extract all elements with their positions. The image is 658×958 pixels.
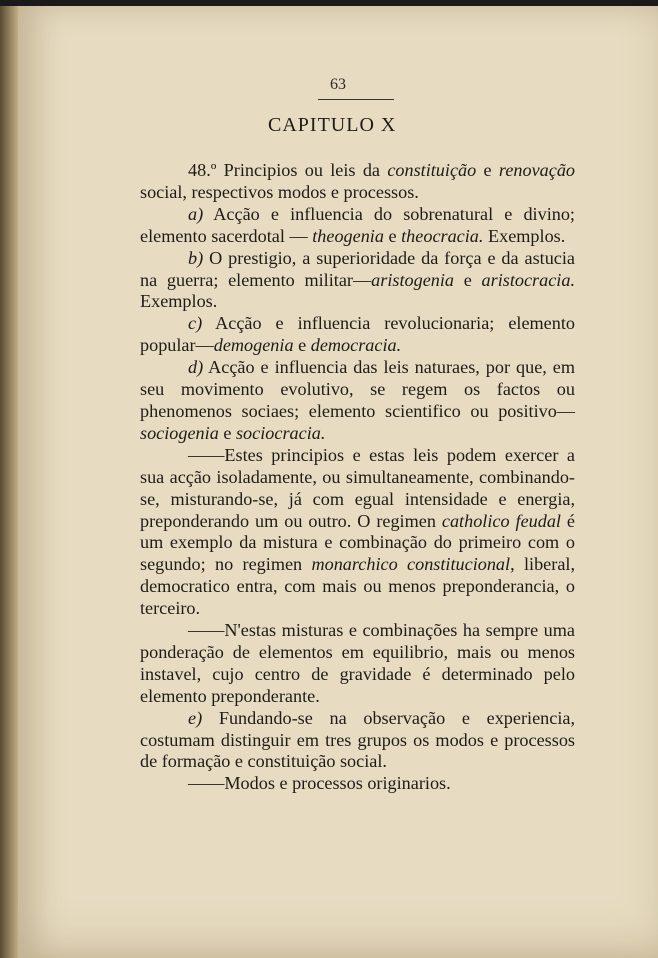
chapter-heading: CAPITULO X — [268, 114, 397, 136]
italic-run: democracia. — [310, 335, 402, 356]
text-run: ——Modos e processos originarios. — [188, 773, 451, 794]
book-page — [18, 6, 658, 958]
italic-run: renovação — [498, 160, 576, 180]
paragraph-a — [140, 204, 575, 248]
paragraph-mixtures — [140, 620, 575, 708]
text-run: Acção e influencia das leis naturaes, por que, em seu movimento evolutivo, se regem os factos ou phenomenos sociaes; elemento scientifico ou positivo— — [140, 357, 575, 421]
text-run: ——Estes principios e estas leis podem exercer a sua acção isoladamente, ou simultaneamente, combinando-se, misturando-se, já com egual intensidade e energia, preponderando um ou outro. O regimen — [140, 444, 575, 531]
text-run: social, respectivos modos e processos. — [140, 181, 419, 202]
text-run: e — [383, 225, 402, 246]
text-run: Fundando-se na observação e experiencia, costumam distinguir em tres grupos os modos e processos de formação e constituição social. — [140, 707, 575, 772]
italic-run: a) — [188, 203, 204, 224]
text-run: ——N'estas misturas e combinações ha sempre uma ponderação de elementos em equilibrio, mais ou menos instavel, cujo centro de gravidade é determinado pelo elemento preponderante. — [140, 620, 575, 706]
italic-run: b) — [188, 247, 204, 268]
paragraph-48 — [140, 160, 575, 204]
italic-run: sociogenia — [140, 422, 219, 443]
paragraph-d — [140, 357, 575, 445]
text-run: Acção e influencia revolucionaria; elemento popular— — [140, 313, 575, 356]
italic-run: c) — [188, 313, 203, 334]
italic-run: demogenia — [213, 335, 294, 356]
italic-run: e) — [188, 707, 203, 728]
text-run: , liberal, democratico entra, com mais ou menos preponderancia, o terceiro. — [140, 554, 575, 619]
paragraph-modes — [140, 773, 575, 795]
italic-run: d) — [188, 357, 204, 378]
text-run: e — [218, 422, 236, 443]
text-run: é um exemplo da mistura e combinação do primeiro com o segundo; no regimen — [140, 510, 576, 575]
italic-run: constituição — [387, 160, 477, 180]
italic-run: monarchico constitucional — [311, 554, 511, 575]
text-run: O prestigio, a superioridade da força e da astucia na guerra; elemento militar— — [140, 247, 575, 290]
body-text — [140, 160, 575, 795]
page-number: 63 — [330, 76, 346, 93]
text-run: e — [293, 335, 311, 356]
text-run: e — [476, 160, 499, 180]
italic-run: aristocracia. — [481, 269, 575, 290]
header-rule — [318, 99, 394, 100]
italic-run: theocracia. — [401, 225, 484, 246]
text-run: 48.º Principios ou leis da — [188, 160, 388, 180]
paragraph-c — [140, 313, 575, 357]
paragraph-e — [140, 708, 575, 774]
italic-run: theogenia — [312, 225, 384, 246]
book-spine-shadow — [0, 6, 20, 958]
italic-run: sociocracia. — [235, 422, 326, 443]
paragraph-b — [140, 248, 575, 314]
italic-run: aristogenia — [371, 269, 455, 290]
italic-run: catholico feudal — [441, 510, 561, 531]
text-run: e — [454, 269, 482, 290]
paragraph-principles — [140, 445, 575, 620]
text-run: Exemplos. — [483, 225, 566, 246]
text-run: Acção e influencia do sobrenatural e divino; elemento sacerdotal — — [140, 203, 575, 246]
text-run: Exemplos. — [140, 291, 218, 312]
